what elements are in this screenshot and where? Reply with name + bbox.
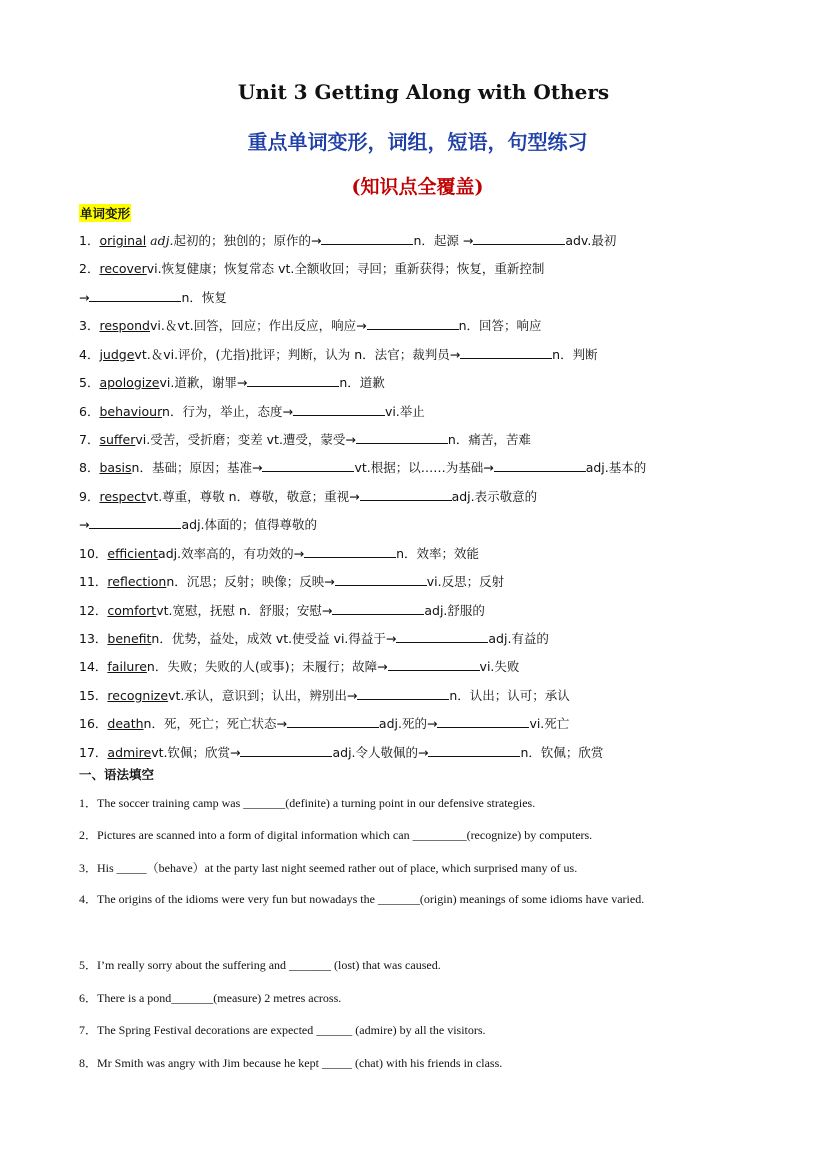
vocab-item-15: 15．recognizevt.承认，意识到；认出，辨别出→ n．认出；认可；承认 [79, 688, 570, 703]
vocab-item-7: 7．suffervi.受苦，受折磨；变差 vt.遭受，蒙受→ n．痛苦，苦难 [79, 432, 531, 447]
page-title: Unit 3 Getting Along with Others [237, 80, 610, 104]
answer-blank[interactable] [240, 744, 332, 757]
vocab-item-1: 1．original adj.起初的；独创的；原作的→ n．起源 → adv.最初 [79, 233, 617, 248]
vocab-item-3: 3．respondvi.＆vt.回答，回应；作出反应，响应→ n．回答；响应 [79, 318, 542, 333]
section-grammar-heading: 一、语法填空 [79, 767, 155, 782]
grammar-item-5: 5．I’m really sorry about the suffering and _______ (lost) that was caused. [79, 958, 441, 972]
vocab-item-5: 5．apologizevi.道歉，谢罪→ n．道歉 [79, 375, 385, 390]
answer-blank[interactable] [304, 545, 396, 558]
answer-blank[interactable] [367, 317, 459, 330]
answer-blank[interactable] [494, 459, 586, 472]
answer-blank[interactable] [89, 516, 181, 529]
vocab-item-9-cont: → adj.体面的；值得尊敬的 [79, 517, 318, 532]
grammar-item-1: 1．The soccer training camp was _______(definite) a turning point in our defensive strategies. [79, 796, 536, 810]
vocab-item-10: 10．efficientadj.效率高的，有功效的→ n．效率；效能 [79, 546, 479, 561]
answer-blank[interactable] [428, 744, 520, 757]
answer-blank[interactable] [293, 403, 385, 416]
answer-blank[interactable] [360, 488, 452, 501]
answer-blank[interactable] [357, 687, 449, 700]
vocab-item-13: 13．benefitn．优势，益处，成效 vt.使受益 vi.得益于→ adj.有益的 [79, 631, 549, 646]
vocab-item-11: 11．reflectionn．沉思；反射；映像；反映→ vi.反思；反射 [79, 574, 505, 589]
vocab-item-16: 16．deathn．死，死亡；死亡状态→ adj.死的→ vi.死亡 [79, 716, 570, 731]
answer-blank[interactable] [247, 374, 339, 387]
answer-blank[interactable] [335, 573, 427, 586]
vocab-item-9: 9．respectvt.尊重，尊敬 n．尊敬，敬意；重视→ adj.表示敬意的 [79, 489, 538, 504]
vocab-item-2: 2．recovervi.恢复健康；恢复常态 vt.全额收回；寻回；重新获得；恢复，重新控制 [79, 261, 545, 276]
answer-blank[interactable] [396, 630, 488, 643]
section-vocab-heading: 单词变形 [80, 206, 131, 221]
vocab-item-4: 4．judgevt.＆vi.评价，(尤指)批评；判断，认为 n．法官；裁判员→ n．判断 [79, 347, 598, 362]
grammar-item-3: 3．His _____（behave）at the party last night seemed rather out of place, which surprised many of us. [79, 861, 578, 875]
answer-blank[interactable] [473, 232, 565, 245]
vocab-item-14: 14．failuren．失败；失败的人(或事)；未履行；故障→ vi.失败 [79, 659, 520, 674]
vocab-item-12: 12．comfortvt.宽慰，抚慰 n．舒服；安慰→ adj.舒服的 [79, 603, 485, 618]
answer-blank[interactable] [437, 715, 529, 728]
answer-blank[interactable] [460, 346, 552, 359]
grammar-item-4: 4．The origins of the idioms were very fun but nowadays the _______(origin) meanings of some idioms have varied. [79, 892, 645, 906]
grammar-item-7: 7．The Spring Festival decorations are expected ______ (admire) by all the visitors. [79, 1023, 486, 1037]
grammar-item-2: 2．Pictures are scanned into a form of digital information which can _________(recognize) by computers. [79, 828, 593, 842]
vocab-item-2-cont: → n．恢复 [79, 290, 227, 305]
answer-blank[interactable] [388, 658, 480, 671]
grammar-item-8: 8．Mr Smith was angry with Jim because he kept _____ (chat) with his friends in class. [79, 1056, 503, 1070]
answer-blank[interactable] [356, 431, 448, 444]
vocab-item-17: 17．admirevt.钦佩；欣赏→ adj.令人敬佩的→ n．钦佩；欣赏 [79, 745, 604, 760]
answer-blank[interactable] [262, 459, 354, 472]
grammar-item-6: 6．There is a pond_______(measure) 2 metres across. [79, 991, 342, 1005]
vocab-item-8: 8．basisn．基础；原因；基准→ vt.根据；以……为基础→ adj.基本的 [79, 460, 647, 475]
page-subtitle: 重点单词变形，词组，短语，句型练习 [247, 130, 588, 154]
answer-blank[interactable] [287, 715, 379, 728]
coverage-note: (知识点全覆盖) [351, 176, 484, 198]
answer-blank[interactable] [321, 232, 413, 245]
vocab-item-6: 6．behaviourn．行为，举止，态度→ vi.举止 [79, 404, 425, 419]
answer-blank[interactable] [332, 602, 424, 615]
answer-blank[interactable] [89, 289, 181, 302]
